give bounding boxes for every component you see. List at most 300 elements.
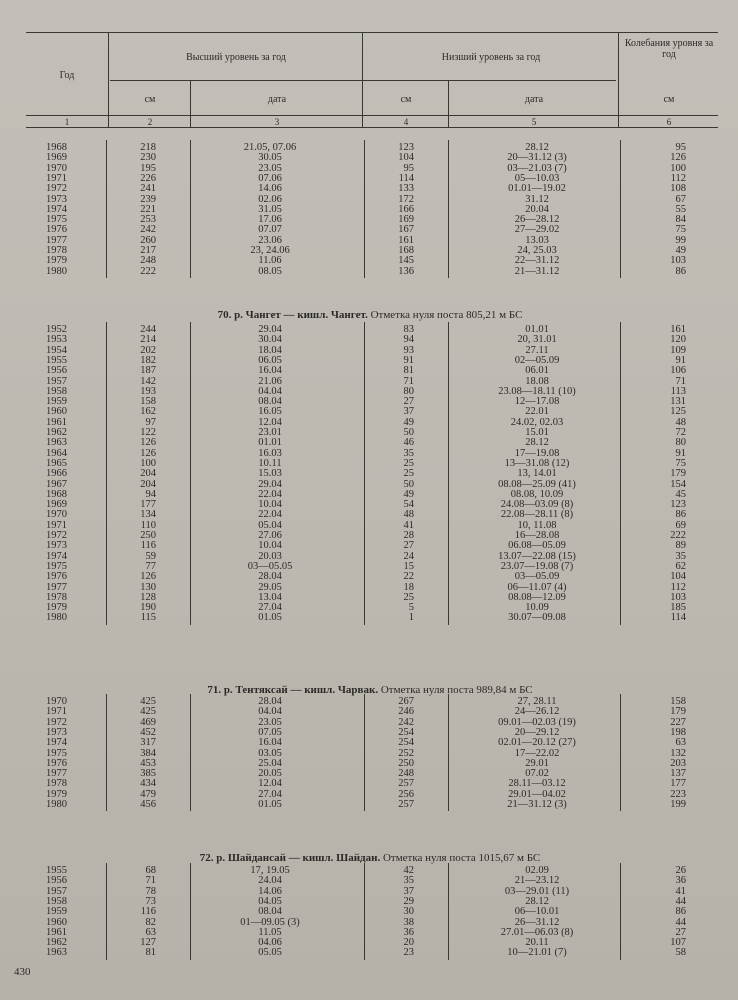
- high-cm-cell: 73: [145, 895, 156, 907]
- low-cm-cell: 20: [403, 937, 414, 949]
- low-cm-cell: 42: [403, 865, 414, 876]
- year-cell: 1975: [46, 214, 67, 226]
- high-cm-cell: 182: [140, 354, 156, 366]
- year-cell: 1968: [46, 142, 67, 153]
- header-date-high: дата: [267, 94, 287, 105]
- high-date-cell: 25.04: [258, 757, 282, 769]
- low-date-cell: 27.01—06.03 (8): [500, 926, 574, 938]
- high-cm-cell: 190: [140, 602, 156, 614]
- low-date-cell: 30.07—09.08: [508, 612, 566, 624]
- year-cell: 1955: [46, 865, 67, 876]
- high-cm-cell: 250: [140, 530, 156, 541]
- high-cm-cell: 434: [140, 778, 156, 790]
- high-cm-cell: 126: [140, 437, 156, 449]
- amplitude-cell: 185: [670, 602, 686, 614]
- low-cm-cell: 168: [398, 245, 414, 256]
- block-divider: [190, 322, 191, 625]
- low-date-cell: 20.04: [525, 203, 549, 215]
- high-date-cell: 07.07: [258, 224, 282, 236]
- high-date-cell: 16.04: [258, 737, 282, 749]
- year-cell: 1977: [46, 581, 67, 593]
- low-date-cell: 21—31.12: [514, 265, 560, 277]
- amplitude-cell: 89: [675, 540, 686, 552]
- high-cm-cell: 126: [140, 447, 156, 459]
- low-date-cell: 22.08—28.11 (8): [500, 509, 574, 521]
- year-cell: 1953: [46, 334, 67, 346]
- high-cm-cell: 97: [145, 416, 156, 428]
- low-date-cell: 02—05.09: [514, 354, 560, 366]
- low-date-cell: 27.11: [525, 344, 549, 356]
- high-date-cell: 02.06: [258, 193, 282, 205]
- amplitude-cell: 123: [670, 499, 686, 511]
- low-date-cell: 24—26.12: [514, 706, 560, 718]
- low-cm-cell: 83: [403, 324, 414, 335]
- year-cell: 1959: [46, 906, 67, 918]
- high-date-cell: 07.05: [258, 726, 282, 738]
- high-cm-cell: 241: [140, 183, 156, 195]
- year-cell: 1973: [46, 726, 67, 738]
- amplitude-cell: 222: [670, 530, 686, 541]
- low-date-cell: 22—31.12: [514, 255, 560, 267]
- low-cm-cell: 41: [403, 519, 414, 531]
- high-date-cell: 04.05: [258, 895, 282, 907]
- low-date-cell: 15.01: [525, 427, 549, 438]
- high-date-cell: 23.05: [258, 716, 282, 728]
- amplitude-cell: 86: [675, 906, 686, 918]
- year-cell: 1965: [46, 457, 67, 469]
- amplitude-cell: 112: [670, 172, 686, 184]
- low-date-cell: 02.01—20.12 (27): [498, 737, 576, 749]
- amplitude-cell: 198: [670, 726, 686, 738]
- high-date-cell: 23.06: [258, 234, 282, 246]
- high-cm-cell: 78: [145, 885, 156, 897]
- low-cm-cell: 25: [403, 457, 414, 469]
- low-cm-cell: 18: [403, 581, 414, 593]
- low-cm-cell: 104: [398, 152, 414, 164]
- high-date-cell: 17, 19.05: [250, 865, 290, 876]
- amplitude-cell: 63: [675, 737, 686, 749]
- amplitude-cell: 154: [670, 478, 686, 490]
- block-divider: [190, 694, 191, 811]
- high-date-cell: 15.03: [258, 468, 282, 480]
- high-cm-cell: 244: [140, 324, 156, 335]
- low-cm-cell: 27: [403, 396, 414, 408]
- high-cm-cell: 116: [140, 906, 156, 918]
- low-date-cell: 10.09: [525, 602, 549, 614]
- low-cm-cell: 256: [398, 788, 414, 800]
- low-date-cell: 23.08—18.11 (10): [498, 385, 576, 397]
- year-cell: 1969: [46, 499, 67, 511]
- low-cm-cell: 94: [403, 334, 414, 346]
- low-date-cell: 24.08—03.09 (8): [500, 499, 574, 511]
- amplitude-cell: 84: [675, 214, 686, 226]
- high-cm-cell: 142: [140, 375, 156, 387]
- amplitude-cell: 103: [670, 591, 686, 603]
- low-date-cell: 20.11: [525, 937, 549, 949]
- low-cm-cell: 35: [403, 447, 414, 459]
- low-cm-cell: 30: [403, 906, 414, 918]
- high-date-cell: 27.04: [258, 602, 282, 614]
- block-divider: [448, 322, 449, 625]
- year-cell: 1975: [46, 747, 67, 759]
- high-date-cell: 04.04: [258, 385, 282, 397]
- high-cm-cell: 248: [140, 255, 156, 267]
- amplitude-cell: 104: [670, 571, 686, 583]
- low-date-cell: 02.09: [525, 865, 549, 876]
- low-cm-cell: 242: [398, 716, 414, 728]
- high-cm-cell: 177: [140, 499, 156, 511]
- high-cm-cell: 226: [140, 172, 156, 184]
- header-cm-low: см: [400, 94, 412, 105]
- low-cm-cell: 246: [398, 706, 414, 718]
- low-cm-cell: 161: [398, 234, 414, 246]
- high-cm-cell: 218: [140, 142, 156, 153]
- low-cm-cell: 133: [398, 183, 414, 195]
- amplitude-cell: 132: [670, 747, 686, 759]
- low-cm-cell: 257: [398, 778, 414, 790]
- amplitude-cell: 62: [675, 560, 686, 572]
- low-cm-cell: 54: [403, 499, 414, 511]
- high-date-cell: 03—05.05: [247, 560, 293, 572]
- col-number: 4: [403, 117, 409, 127]
- amplitude-cell: 161: [670, 324, 686, 335]
- amplitude-cell: 55: [675, 203, 686, 215]
- amplitude-cell: 75: [675, 224, 686, 236]
- low-date-cell: 06—10.01: [514, 906, 560, 918]
- high-cm-cell: 222: [140, 265, 156, 277]
- low-date-cell: 20, 31.01: [517, 334, 557, 346]
- amplitude-cell: 48: [675, 416, 686, 428]
- amplitude-cell: 41: [675, 885, 686, 897]
- year-cell: 1967: [46, 478, 67, 490]
- high-cm-cell: 115: [140, 612, 156, 624]
- low-date-cell: 28.12: [525, 142, 549, 153]
- col-number: 5: [531, 117, 537, 127]
- high-cm-cell: 187: [140, 365, 156, 377]
- high-cm-cell: 116: [140, 540, 156, 552]
- block-divider: [106, 694, 107, 811]
- low-cm-cell: 27: [403, 540, 414, 552]
- amplitude-cell: 36: [675, 875, 686, 887]
- year-cell: 1979: [46, 602, 67, 614]
- low-cm-cell: 15: [403, 560, 414, 572]
- year-cell: 1970: [46, 162, 67, 174]
- low-cm-cell: 24: [403, 550, 414, 562]
- high-date-cell: 07.06: [258, 172, 282, 184]
- low-cm-cell: 167: [398, 224, 414, 236]
- amplitude-cell: 131: [670, 396, 686, 408]
- year-cell: 1974: [46, 550, 67, 562]
- high-date-cell: 28.04: [258, 696, 282, 707]
- low-cm-cell: 48: [403, 509, 414, 521]
- high-date-cell: 13.04: [258, 591, 282, 603]
- high-cm-cell: 134: [140, 509, 156, 521]
- amplitude-cell: 91: [675, 354, 686, 366]
- amplitude-cell: 72: [675, 427, 686, 438]
- high-date-cell: 22.04: [258, 509, 282, 521]
- col-number: 2: [147, 117, 153, 127]
- low-date-cell: 28.12: [525, 437, 549, 449]
- high-date-cell: 24.04: [258, 875, 282, 887]
- low-cm-cell: 22: [403, 571, 414, 583]
- high-date-cell: 17.06: [258, 214, 282, 226]
- section-datum: Отметка нуля поста 989,84 м БС: [380, 684, 533, 696]
- year-cell: 1960: [46, 916, 67, 928]
- year-cell: 1977: [46, 234, 67, 246]
- low-cm-cell: 123: [398, 142, 414, 153]
- block-divider: [448, 140, 449, 278]
- high-date-cell: 29.04: [258, 478, 282, 490]
- high-cm-cell: 384: [140, 747, 156, 759]
- high-cm-cell: 260: [140, 234, 156, 246]
- header-mid-rule: [110, 80, 616, 81]
- col-number: 1: [64, 117, 70, 127]
- year-cell: 1975: [46, 560, 67, 572]
- low-date-cell: 24, 25.03: [517, 245, 557, 256]
- low-cm-cell: 25: [403, 591, 414, 603]
- low-date-cell: 18.08: [525, 375, 549, 387]
- year-cell: 1961: [46, 926, 67, 938]
- year-cell: 1968: [46, 488, 67, 500]
- low-date-cell: 28.11—03.12: [508, 778, 566, 790]
- low-cm-cell: 23: [403, 947, 414, 959]
- high-date-cell: 27.04: [258, 788, 282, 800]
- year-cell: 1958: [46, 385, 67, 397]
- low-cm-cell: 252: [398, 747, 414, 759]
- col-divider-1: [108, 32, 109, 127]
- low-cm-cell: 136: [398, 265, 414, 277]
- high-date-cell: 14.06: [258, 885, 282, 897]
- low-cm-cell: 37: [403, 885, 414, 897]
- high-date-cell: 22.04: [258, 488, 282, 500]
- section-title-72: [110, 852, 630, 864]
- low-cm-cell: 46: [403, 437, 414, 449]
- low-date-cell: 28.12: [525, 895, 549, 907]
- high-date-cell: 29.05: [258, 581, 282, 593]
- high-date-cell: 05.05: [258, 947, 282, 959]
- low-cm-cell: 50: [403, 427, 414, 438]
- year-cell: 1964: [46, 447, 67, 459]
- high-date-cell: 23, 24.06: [250, 245, 290, 256]
- amplitude-cell: 69: [675, 519, 686, 531]
- high-cm-cell: 204: [140, 478, 156, 490]
- year-cell: 1978: [46, 778, 67, 790]
- low-date-cell: 13.03: [525, 234, 549, 246]
- low-date-cell: 09.01—02.03 (19): [498, 716, 576, 728]
- page-number: 430: [14, 966, 31, 978]
- high-cm-cell: 202: [140, 344, 156, 356]
- amplitude-cell: 203: [670, 757, 686, 769]
- colnum-rule: [26, 127, 718, 128]
- block-divider: [364, 322, 365, 625]
- year-cell: 1973: [46, 540, 67, 552]
- section-title-70: [110, 309, 630, 321]
- high-cm-cell: 425: [140, 696, 156, 707]
- year-cell: 1963: [46, 437, 67, 449]
- amplitude-cell: 179: [670, 706, 686, 718]
- low-date-cell: 21—31.12 (3): [507, 799, 567, 810]
- high-date-cell: 10.11: [258, 457, 282, 469]
- amplitude-cell: 35: [675, 550, 686, 562]
- low-date-cell: 17—22.02: [514, 747, 560, 759]
- high-cm-cell: 130: [140, 581, 156, 593]
- high-cm-cell: 162: [140, 406, 156, 418]
- low-cm-cell: 250: [398, 757, 414, 769]
- year-cell: 1961: [46, 416, 67, 428]
- low-date-cell: 13, 14.01: [517, 468, 557, 480]
- low-date-cell: 16—28.08: [514, 530, 560, 541]
- section-river: 71. р. Тентяксай — кишл. Чарвак.: [207, 684, 379, 696]
- amplitude-cell: 91: [675, 447, 686, 459]
- year-cell: 1956: [46, 875, 67, 887]
- year-cell: 1959: [46, 396, 67, 408]
- high-date-cell: 11.06: [258, 255, 282, 267]
- high-cm-cell: 253: [140, 214, 156, 226]
- low-cm-cell: 91: [403, 354, 414, 366]
- high-cm-cell: 110: [140, 519, 156, 531]
- high-cm-cell: 63: [145, 926, 156, 938]
- low-cm-cell: 93: [403, 344, 414, 356]
- low-date-cell: 06.01: [525, 365, 549, 377]
- amplitude-cell: 179: [670, 468, 686, 480]
- year-cell: 1955: [46, 354, 67, 366]
- header-cm-amp: см: [663, 94, 675, 105]
- low-cm-cell: 267: [398, 696, 414, 707]
- low-date-cell: 06—11.07 (4): [507, 581, 567, 593]
- amplitude-cell: 106: [670, 365, 686, 377]
- year-cell: 1956: [46, 365, 67, 377]
- header-amplitude: Колебания уровня за год: [624, 38, 714, 60]
- year-cell: 1980: [46, 799, 67, 810]
- year-cell: 1970: [46, 509, 67, 521]
- low-date-cell: 05—10.03: [514, 172, 560, 184]
- high-cm-cell: 94: [145, 488, 156, 500]
- amplitude-cell: 199: [670, 799, 686, 810]
- header-cm-high: см: [144, 94, 156, 105]
- year-cell: 1958: [46, 895, 67, 907]
- high-cm-cell: 126: [140, 571, 156, 583]
- low-date-cell: 27—29.02: [514, 224, 560, 236]
- low-cm-cell: 169: [398, 214, 414, 226]
- low-cm-cell: 1: [408, 612, 414, 624]
- low-date-cell: 20—31.12 (3): [507, 152, 567, 164]
- high-cm-cell: 128: [140, 591, 156, 603]
- year-cell: 1957: [46, 885, 67, 897]
- amplitude-cell: 67: [675, 193, 686, 205]
- low-cm-cell: 49: [403, 416, 414, 428]
- block-divider: [190, 863, 191, 960]
- year-cell: 1973: [46, 193, 67, 205]
- year-cell: 1952: [46, 324, 67, 335]
- high-date-cell: 01.01: [258, 437, 282, 449]
- high-date-cell: 29.04: [258, 324, 282, 335]
- low-date-cell: 29.01: [525, 757, 549, 769]
- high-date-cell: 21.06: [258, 375, 282, 387]
- col-number: 3: [274, 117, 280, 127]
- year-cell: 1966: [46, 468, 67, 480]
- year-cell: 1957: [46, 375, 67, 387]
- high-date-cell: 05.04: [258, 519, 282, 531]
- amplitude-cell: 137: [670, 768, 686, 780]
- year-cell: 1974: [46, 203, 67, 215]
- high-cm-cell: 217: [140, 245, 156, 256]
- high-cm-cell: 452: [140, 726, 156, 738]
- block-divider: [448, 863, 449, 960]
- low-cm-cell: 95: [403, 162, 414, 174]
- high-cm-cell: 456: [140, 799, 156, 810]
- high-cm-cell: 221: [140, 203, 156, 215]
- high-date-cell: 08.05: [258, 265, 282, 277]
- high-date-cell: 14.06: [258, 183, 282, 195]
- block-divider: [106, 863, 107, 960]
- low-date-cell: 29.01—04.02: [508, 788, 566, 800]
- amplitude-cell: 120: [670, 334, 686, 346]
- block-divider: [448, 694, 449, 811]
- high-cm-cell: 195: [140, 162, 156, 174]
- low-date-cell: 10, 11.08: [517, 519, 557, 531]
- amplitude-cell: 227: [670, 716, 686, 728]
- low-date-cell: 01.01—19.02: [508, 183, 566, 195]
- low-date-cell: 08.08—25.09 (41): [498, 478, 576, 490]
- amplitude-cell: 80: [675, 437, 686, 449]
- amplitude-cell: 49: [675, 245, 686, 256]
- low-cm-cell: 172: [398, 193, 414, 205]
- high-cm-cell: 68: [145, 865, 156, 876]
- amplitude-cell: 125: [670, 406, 686, 418]
- year-cell: 1978: [46, 245, 67, 256]
- high-date-cell: 12.04: [258, 778, 282, 790]
- high-date-cell: 12.04: [258, 416, 282, 428]
- amplitude-cell: 158: [670, 696, 686, 707]
- block-divider: [106, 322, 107, 625]
- block-divider: [364, 863, 365, 960]
- year-cell: 1963: [46, 947, 67, 959]
- year-cell: 1962: [46, 937, 67, 949]
- amplitude-cell: 75: [675, 457, 686, 469]
- year-cell: 1978: [46, 591, 67, 603]
- year-cell: 1976: [46, 757, 67, 769]
- high-date-cell: 16.04: [258, 365, 282, 377]
- low-cm-cell: 29: [403, 895, 414, 907]
- high-date-cell: 01—09.05 (3): [240, 916, 300, 928]
- high-cm-cell: 469: [140, 716, 156, 728]
- high-cm-cell: 214: [140, 334, 156, 346]
- low-date-cell: 31.12: [525, 193, 549, 205]
- high-date-cell: 21.05, 07.06: [243, 142, 297, 153]
- high-date-cell: 30.04: [258, 334, 282, 346]
- col-divider-4: [448, 80, 449, 127]
- high-date-cell: 11.05: [258, 926, 282, 938]
- low-date-cell: 03—29.01 (11): [504, 885, 570, 897]
- section-datum: Отметка нуля поста 1015,67 м БС: [382, 852, 541, 864]
- high-cm-cell: 385: [140, 768, 156, 780]
- high-cm-cell: 193: [140, 385, 156, 397]
- low-date-cell: 26—28.12: [514, 214, 560, 226]
- amplitude-cell: 109: [670, 344, 686, 356]
- low-cm-cell: 37: [403, 406, 414, 418]
- low-date-cell: 08.08—12.09: [508, 591, 566, 603]
- year-cell: 1977: [46, 768, 67, 780]
- amplitude-cell: 86: [675, 509, 686, 521]
- low-cm-cell: 248: [398, 768, 414, 780]
- header-highest: Высший уровень за год: [186, 52, 286, 63]
- low-cm-cell: 166: [398, 203, 414, 215]
- high-cm-cell: 230: [140, 152, 156, 164]
- amplitude-cell: 27: [675, 926, 686, 938]
- low-cm-cell: 145: [398, 255, 414, 267]
- amplitude-cell: 107: [670, 937, 686, 949]
- year-cell: 1971: [46, 706, 67, 718]
